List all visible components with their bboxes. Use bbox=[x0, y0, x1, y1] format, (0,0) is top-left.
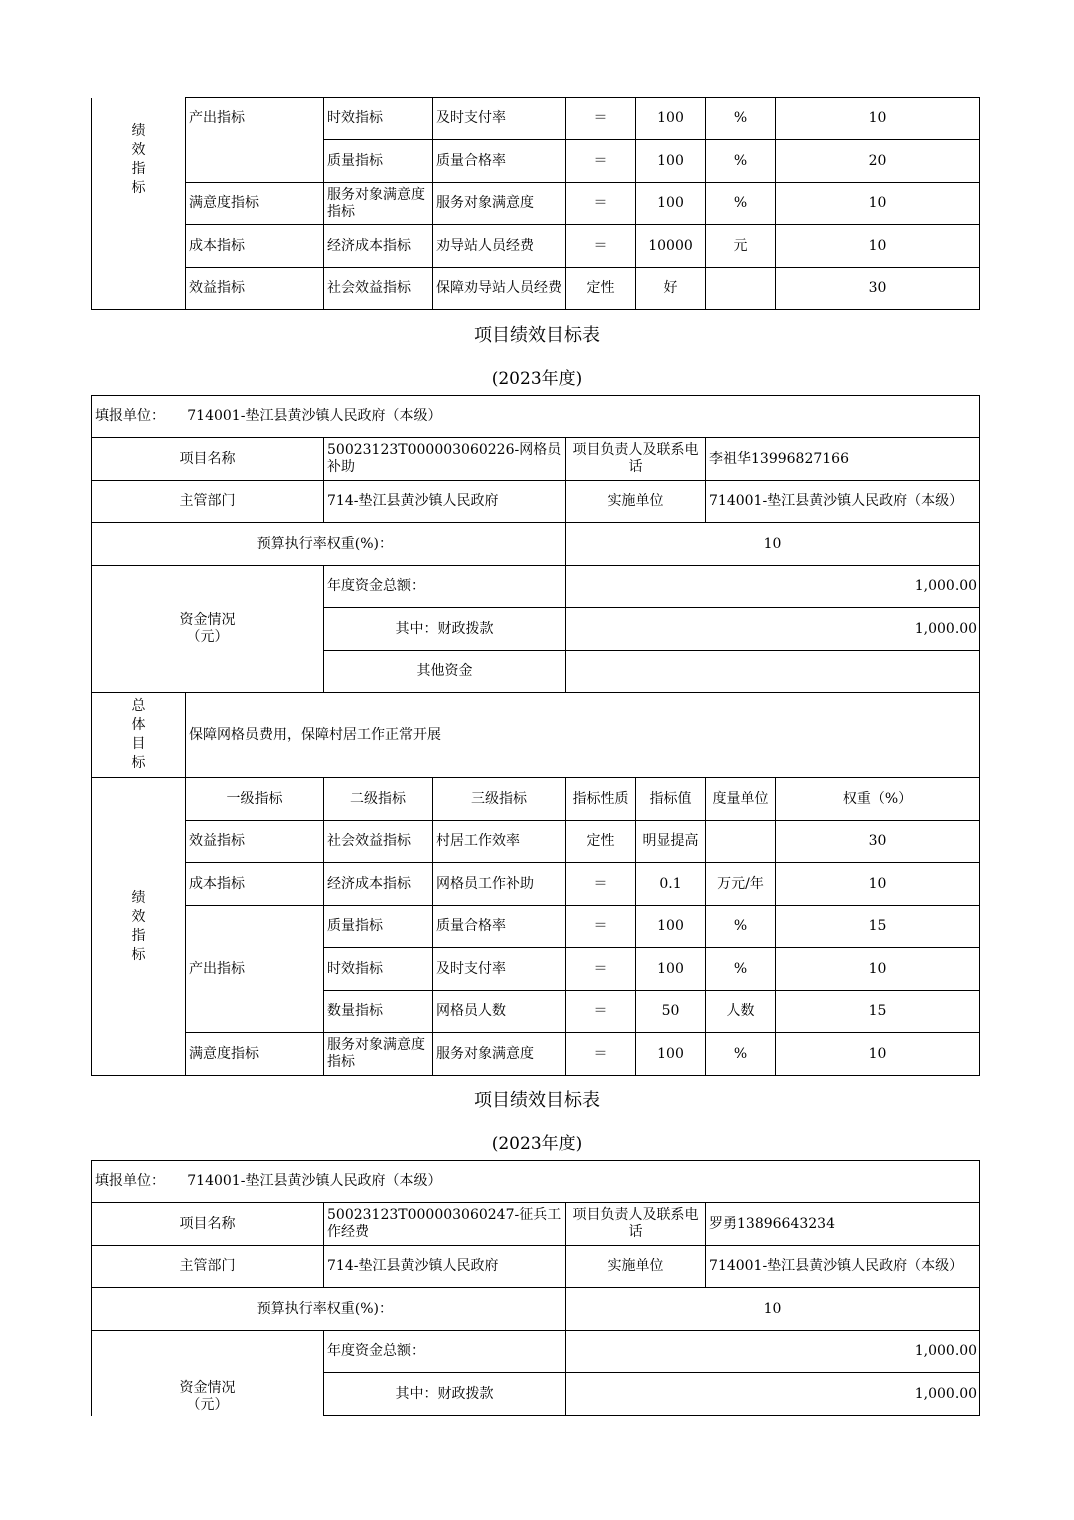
fiscal-value: 1,000.00 bbox=[566, 1373, 980, 1416]
fiscal-value: 1,000.00 bbox=[566, 608, 980, 651]
other-funds-label: 其他资金 bbox=[324, 651, 566, 693]
header-weight: 权重（%） bbox=[776, 778, 980, 821]
fiscal-label: 其中：财政拨款 bbox=[324, 608, 566, 651]
reporting-unit-row bbox=[92, 396, 980, 438]
unit-cell: 人数 bbox=[706, 991, 776, 1033]
value-cell: 100 bbox=[636, 906, 706, 948]
level2-cell: 时效指标 bbox=[324, 98, 433, 140]
nature-cell: 定性 bbox=[566, 821, 636, 863]
performance-table-1 bbox=[91, 395, 980, 1076]
level3-cell: 服务对象满意度 bbox=[433, 183, 566, 225]
weight-cell: 30 bbox=[776, 268, 980, 310]
funds-label-line2: （元） bbox=[186, 1396, 229, 1413]
level2-cell: 服务对象满意度指标 bbox=[324, 1033, 433, 1076]
budget-weight-label: 预算执行率权重(%)： bbox=[92, 1288, 566, 1331]
weight-cell: 10 bbox=[776, 98, 980, 140]
annual-total-label: 年度资金总额： bbox=[324, 1331, 566, 1373]
nature-cell: ＝ bbox=[566, 183, 636, 225]
funds-label-line2: （元） bbox=[186, 629, 229, 645]
weight-cell: 10 bbox=[776, 863, 980, 906]
level3-cell: 质量合格率 bbox=[433, 140, 566, 183]
value-cell: 100 bbox=[636, 183, 706, 225]
level1-cell: 成本指标 bbox=[186, 863, 324, 906]
level2-cell: 经济成本指标 bbox=[324, 863, 433, 906]
weight-cell: 10 bbox=[776, 183, 980, 225]
unit-cell: % bbox=[706, 140, 776, 183]
unit-cell: 万元/年 bbox=[706, 863, 776, 906]
header-nature: 指标性质 bbox=[566, 778, 636, 821]
reporting-unit-value: 714001-垫江县黄沙镇人民政府（本级） bbox=[187, 408, 442, 424]
level2-cell: 质量指标 bbox=[324, 906, 433, 948]
dept-label: 主管部门 bbox=[92, 481, 324, 523]
level3-cell: 劝导站人员经费 bbox=[433, 225, 566, 268]
funds-label-line1: 资金情况 bbox=[179, 612, 236, 628]
nature-cell: ＝ bbox=[566, 948, 636, 991]
level1-cell: 效益指标 bbox=[186, 268, 324, 310]
value-cell: 100 bbox=[636, 98, 706, 140]
level2-cell: 时效指标 bbox=[324, 948, 433, 991]
weight-cell: 10 bbox=[776, 948, 980, 991]
dept-value: 714-垫江县黄沙镇人民政府 bbox=[324, 1246, 566, 1288]
header-level1: 一级指标 bbox=[186, 778, 324, 821]
unit-cell: 元 bbox=[706, 225, 776, 268]
value-cell: 好 bbox=[636, 268, 706, 310]
project-name-value: 50023123T000003060226-网格员补助 bbox=[324, 438, 566, 481]
fiscal-label: 其中：财政拨款 bbox=[324, 1373, 566, 1416]
contact-label: 项目负责人及联系电话 bbox=[566, 1203, 706, 1246]
level3-cell: 网格员人数 bbox=[433, 991, 566, 1033]
nature-cell: ＝ bbox=[566, 225, 636, 268]
value-cell: 0.1 bbox=[636, 863, 706, 906]
reporting-unit-value: 714001-垫江县黄沙镇人民政府（本级） bbox=[187, 1173, 442, 1189]
impl-unit-value: 714001-垫江县黄沙镇人民政府（本级） bbox=[706, 1246, 980, 1288]
weight-cell: 10 bbox=[776, 225, 980, 268]
level1-cell: 满意度指标 bbox=[186, 1033, 324, 1076]
level3-cell: 及时支付率 bbox=[433, 98, 566, 140]
nature-cell: ＝ bbox=[566, 1033, 636, 1076]
contact-value: 李祖华13996827166 bbox=[706, 438, 980, 481]
funds-label bbox=[92, 1331, 324, 1416]
value-cell: 100 bbox=[636, 1033, 706, 1076]
overall-goal-label bbox=[92, 693, 186, 778]
nature-cell: ＝ bbox=[566, 863, 636, 906]
budget-weight-label: 预算执行率权重(%)： bbox=[92, 523, 566, 566]
header-value: 指标值 bbox=[636, 778, 706, 821]
budget-weight-value: 10 bbox=[566, 523, 980, 566]
level3-cell: 网格员工作补助 bbox=[433, 863, 566, 906]
unit-cell: % bbox=[706, 1033, 776, 1076]
contact-value: 罗勇13896643234 bbox=[706, 1203, 980, 1246]
level3-cell: 质量合格率 bbox=[433, 906, 566, 948]
value-cell: 50 bbox=[636, 991, 706, 1033]
indicator-group-text: 绩 效 指 标 bbox=[131, 122, 146, 196]
project-name-value: 50023123T000003060247-征兵工作经费 bbox=[324, 1203, 566, 1246]
indicator-group-label bbox=[92, 98, 186, 310]
funds-label bbox=[92, 566, 324, 693]
annual-total-value: 1,000.00 bbox=[566, 1331, 980, 1373]
level3-cell: 保障劝导站人员经费 bbox=[433, 268, 566, 310]
level1-cell: 效益指标 bbox=[186, 821, 324, 863]
value-cell: 100 bbox=[636, 948, 706, 991]
level3-cell: 村居工作效率 bbox=[433, 821, 566, 863]
unit-cell: % bbox=[706, 906, 776, 948]
table-year: (2023年度) bbox=[491, 369, 583, 389]
budget-weight-value: 10 bbox=[566, 1288, 980, 1331]
top-indicator-table bbox=[91, 97, 980, 310]
nature-cell: ＝ bbox=[566, 906, 636, 948]
level3-cell: 及时支付率 bbox=[433, 948, 566, 991]
overall-goal-label-text: 总 体 目 标 bbox=[131, 698, 146, 771]
weight-cell: 15 bbox=[776, 991, 980, 1033]
table-title: 项目绩效目标表 bbox=[474, 325, 600, 346]
overall-goal-text: 保障网格员费用，保障村居工作正常开展 bbox=[186, 693, 980, 778]
level1-cell: 满意度指标 bbox=[186, 183, 324, 225]
weight-cell: 10 bbox=[776, 1033, 980, 1076]
value-cell: 100 bbox=[636, 140, 706, 183]
unit-cell: % bbox=[706, 98, 776, 140]
unit-cell: % bbox=[706, 183, 776, 225]
reporting-unit-label: 填报单位： bbox=[95, 1173, 165, 1189]
other-funds-value bbox=[566, 651, 980, 693]
impl-unit-value: 714001-垫江县黄沙镇人民政府（本级） bbox=[706, 481, 980, 523]
header-level2: 二级指标 bbox=[324, 778, 433, 821]
contact-label: 项目负责人及联系电话 bbox=[566, 438, 706, 481]
level2-cell: 服务对象满意度指标 bbox=[324, 183, 433, 225]
level2-cell: 社会效益指标 bbox=[324, 268, 433, 310]
reporting-unit-label: 填报单位： bbox=[95, 408, 165, 424]
level3-cell: 服务对象满意度 bbox=[433, 1033, 566, 1076]
weight-cell: 15 bbox=[776, 906, 980, 948]
indicator-group-label bbox=[92, 778, 186, 1076]
table-year: (2023年度) bbox=[491, 1134, 583, 1154]
annual-total-label: 年度资金总额： bbox=[324, 566, 566, 608]
performance-table-2 bbox=[91, 1160, 980, 1416]
value-cell: 明显提高 bbox=[636, 821, 706, 863]
nature-cell: ＝ bbox=[566, 991, 636, 1033]
nature-cell: 定性 bbox=[566, 268, 636, 310]
level2-cell: 数量指标 bbox=[324, 991, 433, 1033]
impl-unit-label: 实施单位 bbox=[566, 1246, 706, 1288]
header-level3: 三级指标 bbox=[433, 778, 566, 821]
level2-cell: 质量指标 bbox=[324, 140, 433, 183]
level2-cell: 经济成本指标 bbox=[324, 225, 433, 268]
level1-cell: 产出指标 bbox=[186, 906, 324, 1033]
unit-cell bbox=[706, 821, 776, 863]
unit-cell bbox=[706, 268, 776, 310]
weight-cell: 20 bbox=[776, 140, 980, 183]
project-name-label: 项目名称 bbox=[92, 1203, 324, 1246]
project-name-label: 项目名称 bbox=[92, 438, 324, 481]
dept-value: 714-垫江县黄沙镇人民政府 bbox=[324, 481, 566, 523]
unit-cell: % bbox=[706, 948, 776, 991]
table-title: 项目绩效目标表 bbox=[474, 1090, 600, 1111]
annual-total-value: 1,000.00 bbox=[566, 566, 980, 608]
nature-cell: ＝ bbox=[566, 140, 636, 183]
header-unit: 度量单位 bbox=[706, 778, 776, 821]
level1-cell: 产出指标 bbox=[186, 98, 324, 183]
level2-cell: 社会效益指标 bbox=[324, 821, 433, 863]
impl-unit-label: 实施单位 bbox=[566, 481, 706, 523]
reporting-unit-row bbox=[92, 1161, 980, 1203]
weight-cell: 30 bbox=[776, 821, 980, 863]
value-cell: 10000 bbox=[636, 225, 706, 268]
dept-label: 主管部门 bbox=[92, 1246, 324, 1288]
funds-label-line1: 资金情况 bbox=[179, 1379, 236, 1396]
nature-cell: ＝ bbox=[566, 98, 636, 140]
level1-cell: 成本指标 bbox=[186, 225, 324, 268]
indicator-group-text: 绩 效 指 标 bbox=[131, 889, 146, 963]
